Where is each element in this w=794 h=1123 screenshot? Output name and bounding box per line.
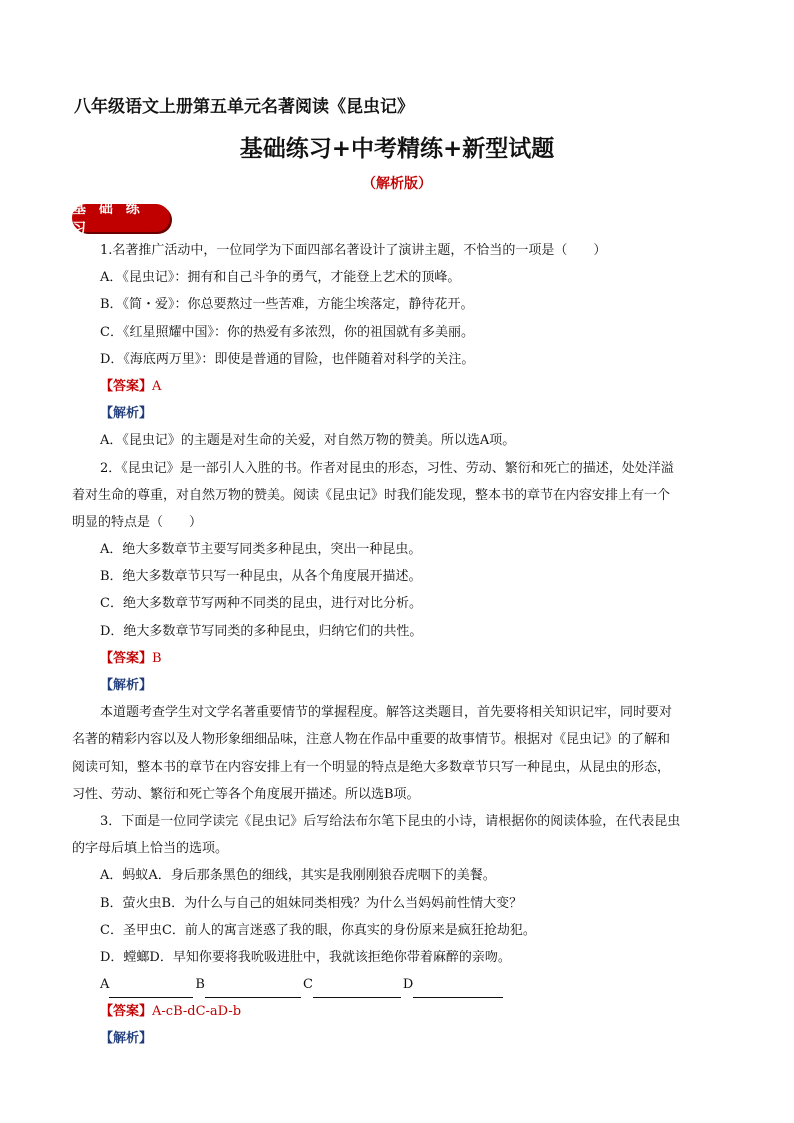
answer-label: 【答案】 bbox=[100, 1004, 153, 1020]
blank-label-a: A bbox=[100, 977, 110, 993]
main-title: 基础练习+中考精练+新型试题 bbox=[239, 136, 555, 162]
blank-b-field[interactable] bbox=[205, 979, 301, 998]
question-1-option-c: C．《红星照耀中国》：你的热爱有多浓烈，你的祖国就有多美丽。 bbox=[100, 324, 474, 340]
section-badge: 基 础 练 习 bbox=[72, 204, 170, 232]
question-3-option-b: B．萤火虫B．为什么与自己的姐妹同类相残？为什么当妈妈前性情大变？ bbox=[100, 895, 523, 911]
blank-label-d: D bbox=[402, 977, 414, 993]
question-2-stem-line: 2．《昆虫记》是一部引人入胜的书。作者对昆虫的形态，习性、劳动、繁衍和死亡的描述，处处洋溢 bbox=[100, 460, 674, 476]
exercise-content bbox=[72, 237, 722, 1053]
question-3-stem-line: 的字母后填上恰当的选项。 bbox=[72, 841, 229, 857]
question-2-analysis-line: 阅读可知，整本书的章节在内容安排上有一个明显的特点是绝大多数章节只写一种昆虫，从昆虫的形态， bbox=[72, 759, 671, 775]
sub-title: （解析版） bbox=[362, 176, 432, 192]
question-2-option-b: B．绝大多数章节只写一种昆虫，从各个角度展开描述。 bbox=[100, 569, 422, 585]
question-2-option-c: C．绝大多数章节写两种不同类的昆虫，进行对比分析。 bbox=[100, 596, 422, 612]
question-2-option-d: D．绝大多数章节写同类的多种昆虫，归纳它们的共性。 bbox=[100, 623, 423, 639]
question-1-option-d: D．《海底两万里》：即使是普通的冒险，也伴随着对科学的关注。 bbox=[100, 351, 475, 367]
question-2-stem-line: 着对生命的尊重，对自然万物的赞美。阅读《昆虫记》时我们能发现，整本书的章节在内容安排上有一个 bbox=[72, 487, 671, 503]
answer-label: 【答案】 bbox=[100, 650, 153, 666]
question-2-analysis-line: 习性、劳动、繁衍和死亡等各个角度展开描述。所以选B项。 bbox=[72, 786, 420, 802]
answer-value: A-cB-dC-aD-b bbox=[152, 1004, 242, 1020]
blank-label-c: C bbox=[302, 977, 313, 993]
question-3-option-a: A．蚂蚁A．身后那条黑色的细线，其实是我刚刚狼吞虎咽下的美餐。 bbox=[100, 868, 496, 884]
blank-label-b: B bbox=[195, 977, 205, 993]
question-2-option-a: A．绝大多数章节主要写同类多种昆虫，突出一种昆虫。 bbox=[100, 542, 422, 558]
question-3-fill-blanks bbox=[100, 971, 722, 998]
question-2-analysis-line: 本道题考查学生对文学名著重要情节的掌握程度。解答这类题目，首先要将相关知识记牢，同时要对 bbox=[100, 705, 673, 721]
question-3-option-c: C．圣甲虫C．前人的寓言迷惑了我的眼，你真实的身份原来是疯狂抢劫犯。 bbox=[100, 922, 536, 938]
blank-c-field[interactable] bbox=[313, 979, 401, 998]
question-1-analysis: A．《昆虫记》的主题是对生命的关爱，对自然万物的赞美。所以选A项。 bbox=[100, 433, 516, 449]
document-title: 八年级语文上册第五单元名著阅读《昆虫记》 bbox=[74, 97, 414, 117]
question-2-analysis-line: 名著的精彩内容以及人物形象细细品味，注意人物在作品中重要的故事情节。根据对《昆虫记》的了解和 bbox=[72, 732, 671, 748]
question-3-option-d: D．螳螂D．早知你要将我吮吸进肚中，我就该拒绝你带着麻醉的亲吻。 bbox=[100, 949, 511, 965]
question-2-stem-line: 明显的特点是（ ） bbox=[72, 514, 203, 530]
question-1-option-b: B．《简・爱》：你总要熬过一些苦难，方能尘埃落定，静待花开。 bbox=[100, 297, 474, 313]
question-2-answer bbox=[100, 645, 722, 672]
question-2-analysis-label: 【解析】 bbox=[100, 678, 153, 693]
answer-label: 【答案】 bbox=[100, 378, 153, 394]
question-1-analysis-label: 【解析】 bbox=[100, 406, 153, 422]
question-1-option-a: A．《昆虫记》：拥有和自己斗争的勇气，才能登上艺术的顶峰。 bbox=[100, 270, 461, 286]
answer-value: A bbox=[152, 378, 162, 394]
blank-d-field[interactable] bbox=[413, 979, 503, 998]
question-1-answer bbox=[100, 373, 722, 400]
blank-a-field[interactable] bbox=[109, 979, 193, 998]
question-3-stem-line: 3．下面是一位同学读完《昆虫记》后写给法布尔笔下昆虫的小诗，请根据你的阅读体验，在代表昆虫 bbox=[100, 813, 681, 829]
question-3-analysis-label: 【解析】 bbox=[100, 1031, 153, 1047]
question-3-answer bbox=[100, 998, 722, 1025]
question-1-stem: 1.名著推广活动中，一位同学为下面四部名著设计了演讲主题，不恰当的一项是（ ） bbox=[100, 243, 607, 258]
answer-value: B bbox=[152, 650, 162, 666]
